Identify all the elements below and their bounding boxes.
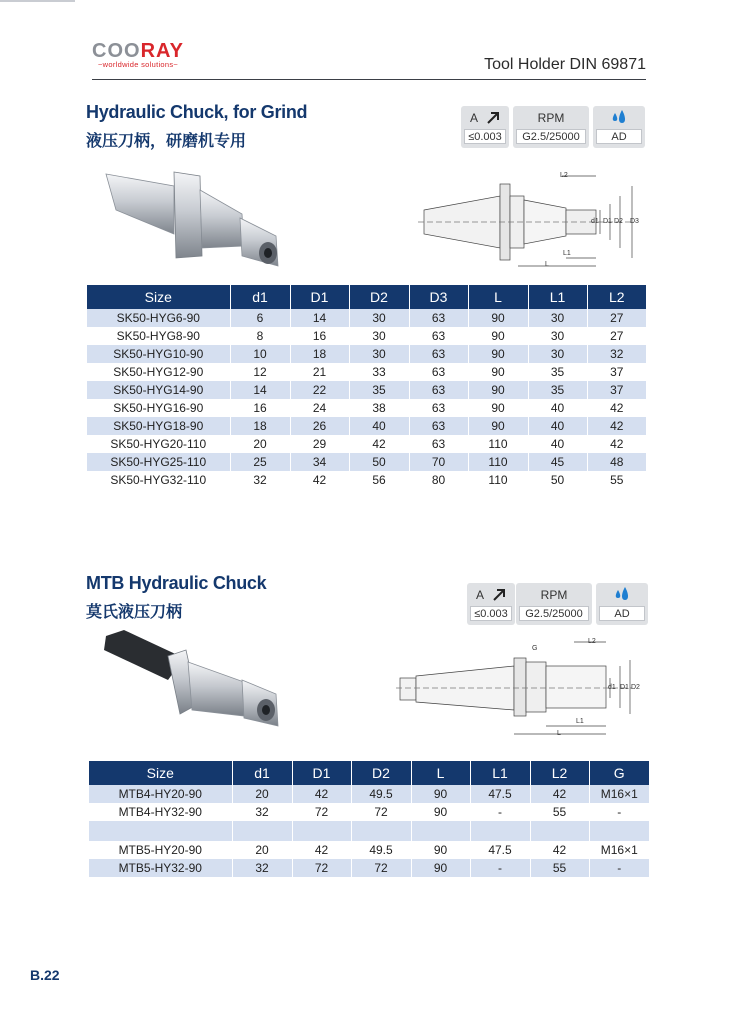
size-cell: SK50-HYG18-90 bbox=[87, 417, 230, 435]
value-cell: 20 bbox=[232, 841, 292, 859]
value-cell: 63 bbox=[409, 345, 468, 363]
table-row bbox=[87, 435, 646, 453]
value-cell: 37 bbox=[587, 363, 646, 381]
value-cell: 63 bbox=[409, 309, 468, 327]
column-header: d1 bbox=[230, 285, 290, 309]
value-cell: 12 bbox=[230, 363, 290, 381]
logo-text-a: COO bbox=[92, 40, 141, 62]
value-cell: 72 bbox=[351, 803, 411, 821]
brand-logo[interactable] bbox=[92, 40, 202, 70]
value-cell: 35 bbox=[349, 381, 409, 399]
table-row bbox=[87, 327, 646, 345]
value-cell: 35 bbox=[528, 363, 587, 381]
size-cell: SK50-HYG16-90 bbox=[113, 401, 204, 415]
table-row bbox=[87, 345, 646, 363]
value-cell: - bbox=[470, 859, 530, 877]
header-divider bbox=[92, 79, 646, 80]
value-cell: 24 bbox=[290, 399, 349, 417]
value-cell: 32 bbox=[232, 803, 292, 821]
table-row bbox=[89, 841, 649, 859]
value-cell: 63 bbox=[409, 399, 468, 417]
size-cell: SK50-HYG8-90 bbox=[116, 329, 200, 343]
arrow-up-right-icon bbox=[486, 111, 500, 124]
value-cell: 25 bbox=[230, 453, 290, 471]
logo-text-b: RAY bbox=[140, 40, 184, 62]
accuracy-label: A bbox=[470, 111, 479, 125]
value-cell: 30 bbox=[349, 345, 409, 363]
value-cell: 49.5 bbox=[351, 785, 411, 803]
size-cell: MTB5-HY20-90 bbox=[118, 843, 202, 857]
value-cell: 72 bbox=[292, 859, 351, 877]
rpm-badge bbox=[513, 106, 589, 148]
table-row bbox=[87, 399, 646, 417]
value-cell: 6 bbox=[230, 309, 290, 327]
value-cell: 40 bbox=[528, 435, 587, 453]
value-cell: 22 bbox=[290, 381, 349, 399]
table-header-row bbox=[87, 285, 646, 309]
value-cell: 55 bbox=[530, 803, 589, 821]
value-cell: 30 bbox=[528, 309, 587, 327]
value-cell: 47.5 bbox=[470, 785, 530, 803]
value-cell: 110 bbox=[468, 471, 528, 489]
value-cell: 34 bbox=[290, 453, 349, 471]
value-cell: 20 bbox=[230, 435, 290, 453]
value-cell: 18 bbox=[230, 417, 290, 435]
top-edge-line bbox=[0, 0, 75, 2]
column-header: L bbox=[468, 285, 528, 309]
column-header: L1 bbox=[528, 285, 587, 309]
diagram2-label-D1: D1 bbox=[620, 684, 629, 691]
column-header: L1 bbox=[470, 761, 530, 785]
value-cell: 72 bbox=[292, 803, 351, 821]
value-cell: 18 bbox=[290, 345, 349, 363]
rpm-badge bbox=[516, 583, 592, 625]
diagram1-label-D2: D2 bbox=[614, 218, 623, 225]
size-cell: SK50-HYG32-110 bbox=[110, 473, 207, 487]
value-cell: 63 bbox=[409, 327, 468, 345]
value-cell: 80 bbox=[409, 471, 468, 489]
value-cell: 20 bbox=[232, 785, 292, 803]
value-cell bbox=[470, 821, 530, 841]
section1-title-en: Hydraulic Chuck, for Grind bbox=[86, 102, 308, 122]
column-header: L2 bbox=[587, 285, 646, 309]
page-number: B.22 bbox=[30, 967, 60, 983]
coolant-badge bbox=[596, 583, 648, 625]
value-cell: 90 bbox=[411, 785, 470, 803]
value-cell: 110 bbox=[468, 453, 528, 471]
value-cell: 50 bbox=[349, 453, 409, 471]
water-drops-icon bbox=[613, 586, 631, 603]
table-row bbox=[87, 381, 646, 399]
table-row bbox=[89, 785, 649, 803]
size-cell: SK50-HYG10-90 bbox=[87, 345, 230, 363]
value-cell: 90 bbox=[468, 399, 528, 417]
column-header: d1 bbox=[232, 761, 292, 785]
column-header: G bbox=[589, 761, 649, 785]
accuracy-value: ≤0.003 bbox=[464, 129, 506, 144]
value-cell: 42 bbox=[587, 399, 646, 417]
value-cell: 14 bbox=[290, 309, 349, 327]
value-cell: 90 bbox=[468, 417, 528, 435]
value-cell: 45 bbox=[528, 453, 587, 471]
diagram1-label-L: L bbox=[545, 261, 549, 268]
value-cell bbox=[411, 821, 470, 841]
value-cell: 42 bbox=[587, 435, 646, 453]
table-row bbox=[87, 417, 646, 435]
column-header: Size bbox=[87, 285, 230, 309]
table-row bbox=[87, 309, 646, 327]
value-cell: 42 bbox=[290, 471, 349, 489]
value-cell: 30 bbox=[528, 327, 587, 345]
coolant-badge bbox=[593, 106, 645, 148]
value-cell: 37 bbox=[587, 381, 646, 399]
value-cell: 72 bbox=[351, 859, 411, 877]
value-cell: 16 bbox=[230, 399, 290, 417]
mtb-spec-table bbox=[89, 761, 649, 877]
value-cell: 32 bbox=[230, 471, 290, 489]
value-cell: 90 bbox=[468, 345, 528, 363]
value-cell: 55 bbox=[530, 859, 589, 877]
value-cell bbox=[589, 821, 649, 841]
value-cell: 40 bbox=[528, 417, 587, 435]
table-row bbox=[89, 859, 649, 877]
value-cell: 27 bbox=[587, 309, 646, 327]
section2-title-en: MTB Hydraulic Chuck bbox=[86, 573, 267, 593]
value-cell: 63 bbox=[409, 417, 468, 435]
value-cell: 16 bbox=[290, 327, 349, 345]
size-cell: MTB5-HY32-90 bbox=[89, 859, 232, 877]
rpm-value: G2.5/25000 bbox=[519, 606, 589, 621]
diagram1-label-L1: L1 bbox=[563, 250, 571, 257]
accuracy-label: A bbox=[476, 588, 485, 602]
value-cell: 50 bbox=[528, 471, 587, 489]
value-cell: - bbox=[589, 803, 649, 821]
value-cell: 14 bbox=[230, 381, 290, 399]
column-header: D2 bbox=[349, 285, 409, 309]
size-cell: MTB4-HY32-90 bbox=[118, 805, 202, 819]
size-cell: SK50-HYG20-110 bbox=[110, 437, 207, 451]
value-cell: 42 bbox=[349, 435, 409, 453]
value-cell: 90 bbox=[411, 859, 470, 877]
value-cell: 42 bbox=[530, 841, 589, 859]
value-cell: 40 bbox=[349, 417, 409, 435]
value-cell bbox=[232, 821, 292, 841]
value-cell: 90 bbox=[468, 309, 528, 327]
table-row bbox=[87, 363, 646, 381]
size-cell bbox=[89, 821, 232, 841]
value-cell: 32 bbox=[232, 859, 292, 877]
rpm-label: RPM bbox=[540, 588, 568, 602]
value-cell: 42 bbox=[292, 841, 351, 859]
column-header: D3 bbox=[409, 285, 468, 309]
value-cell: 40 bbox=[528, 399, 587, 417]
value-cell: 29 bbox=[290, 435, 349, 453]
column-header: D2 bbox=[351, 761, 411, 785]
section2-title-cn: 莫氏液压刀柄 bbox=[86, 604, 183, 621]
table-spacer-row bbox=[89, 821, 649, 841]
diagram2-label-d1: d1 bbox=[608, 684, 616, 691]
column-header: Size bbox=[89, 761, 232, 785]
value-cell: 38 bbox=[349, 399, 409, 417]
value-cell: 30 bbox=[349, 327, 409, 345]
value-cell: 90 bbox=[468, 363, 528, 381]
value-cell: 35 bbox=[528, 381, 587, 399]
diagram2-label-g: G bbox=[532, 645, 538, 652]
value-cell: 32 bbox=[587, 345, 646, 363]
table-row bbox=[87, 471, 646, 489]
diagram2-label-D2: D2 bbox=[631, 684, 640, 691]
value-cell: 55 bbox=[587, 471, 646, 489]
column-header: D1 bbox=[290, 285, 349, 309]
diagram2-label-l2: L2 bbox=[588, 638, 596, 645]
value-cell: - bbox=[589, 859, 649, 877]
value-cell: 63 bbox=[409, 363, 468, 381]
value-cell: 47.5 bbox=[470, 841, 530, 859]
value-cell: 56 bbox=[349, 471, 409, 489]
size-cell: SK50-HYG12-90 bbox=[113, 365, 204, 379]
value-cell: 63 bbox=[409, 381, 468, 399]
value-cell: 48 bbox=[587, 453, 646, 471]
diagram1-label-D1: D1 bbox=[603, 218, 612, 225]
value-cell: 90 bbox=[468, 327, 528, 345]
sk50-spec-table bbox=[87, 285, 646, 489]
value-cell: 30 bbox=[528, 345, 587, 363]
value-cell bbox=[292, 821, 351, 841]
diagram1-label-d1: d1 bbox=[591, 218, 599, 225]
value-cell: 63 bbox=[409, 435, 468, 453]
accuracy-badge bbox=[467, 583, 515, 625]
value-cell: 26 bbox=[290, 417, 349, 435]
value-cell: 49.5 bbox=[351, 841, 411, 859]
diagram1-label-l2: L2 bbox=[560, 172, 568, 179]
value-cell bbox=[351, 821, 411, 841]
page-header-title: Tool Holder DIN 69871 bbox=[484, 56, 646, 73]
mtb-technical-drawing bbox=[396, 636, 644, 740]
diagram1-label-D3: D3 bbox=[630, 218, 639, 225]
rpm-value: G2.5/25000 bbox=[516, 129, 586, 144]
column-header: L2 bbox=[530, 761, 589, 785]
accuracy-badge bbox=[461, 106, 509, 148]
sk50-hydraulic-chuck-photo bbox=[104, 158, 284, 273]
water-drops-icon bbox=[610, 109, 628, 126]
value-cell: 90 bbox=[468, 381, 528, 399]
value-cell: 70 bbox=[409, 453, 468, 471]
mtb-hydraulic-chuck-photo bbox=[104, 630, 284, 730]
value-cell bbox=[530, 821, 589, 841]
table-row bbox=[87, 453, 646, 471]
size-cell: SK50-HYG6-90 bbox=[87, 309, 230, 327]
value-cell: - bbox=[470, 803, 530, 821]
value-cell: 27 bbox=[587, 327, 646, 345]
value-cell: M16×1 bbox=[589, 785, 649, 803]
coolant-value: AD bbox=[596, 129, 642, 144]
value-cell: 90 bbox=[411, 841, 470, 859]
column-header: D1 bbox=[292, 761, 351, 785]
value-cell: M16×1 bbox=[589, 841, 649, 859]
value-cell: 42 bbox=[292, 785, 351, 803]
value-cell: 42 bbox=[587, 417, 646, 435]
value-cell: 42 bbox=[530, 785, 589, 803]
coolant-value: AD bbox=[599, 606, 645, 621]
section1-title-cn: 液压刀柄，研磨机专用 bbox=[86, 133, 247, 150]
value-cell: 110 bbox=[468, 435, 528, 453]
arrow-up-right-icon bbox=[492, 588, 506, 601]
size-cell: SK50-HYG25-110 bbox=[87, 453, 230, 471]
value-cell: 30 bbox=[349, 309, 409, 327]
column-header: L bbox=[411, 761, 470, 785]
size-cell: MTB4-HY20-90 bbox=[89, 785, 232, 803]
value-cell: 10 bbox=[230, 345, 290, 363]
accuracy-value: ≤0.003 bbox=[470, 606, 512, 621]
table-row bbox=[89, 803, 649, 821]
value-cell: 8 bbox=[230, 327, 290, 345]
table-header-row bbox=[89, 761, 649, 785]
diagram2-label-L: L bbox=[557, 730, 561, 737]
rpm-label: RPM bbox=[537, 111, 565, 125]
value-cell: 21 bbox=[290, 363, 349, 381]
diagram2-label-L1: L1 bbox=[576, 718, 584, 725]
value-cell: 33 bbox=[349, 363, 409, 381]
size-cell: SK50-HYG14-90 bbox=[87, 381, 230, 399]
value-cell: 90 bbox=[411, 803, 470, 821]
logo-subtitle: ~worldwide solutions~ bbox=[98, 60, 179, 69]
